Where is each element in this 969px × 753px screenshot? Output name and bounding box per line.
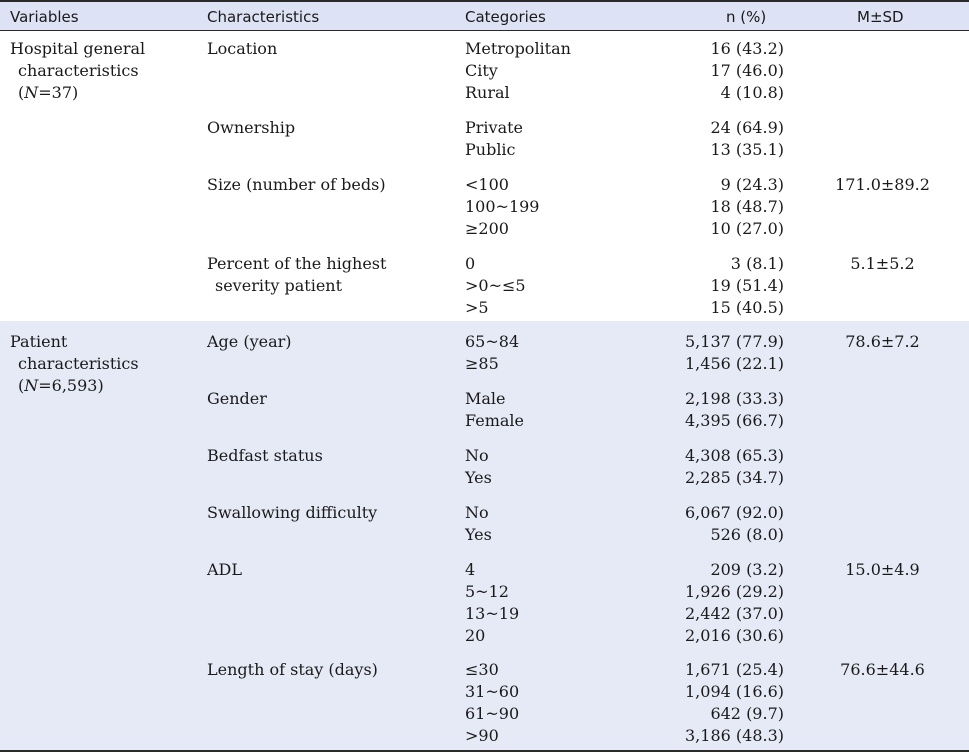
bedfast-categories: No Yes <box>465 446 492 487</box>
los-categories: ≤30 31~60 61~90 >90 <box>465 660 520 745</box>
bedfast-n: 4,308 (65.3) 2,285 (34.7) <box>685 446 784 487</box>
char-ownership: Ownership <box>207 118 296 137</box>
char-severity: Percent of the highest severity patient <box>207 254 387 295</box>
swallowing-n: 6,067 (92.0) 526 (8.0) <box>685 503 784 544</box>
header-n-pct: n (%) <box>726 8 767 26</box>
severity-n: 3 (8.1) 19 (51.4) 15 (40.5) <box>710 254 784 317</box>
char-adl: ADL <box>207 560 243 579</box>
adl-categories: 4 5~12 13~19 20 <box>465 560 520 645</box>
adl-msd: 15.0±4.9 <box>845 560 920 579</box>
char-length-of-stay: Length of stay (days) <box>207 660 378 679</box>
gender-n: 2,198 (33.3) 4,395 (66.7) <box>685 389 784 430</box>
adl-n: 209 (3.2) 1,926 (29.2) 2,442 (37.0) 2,016 (30.6) <box>685 560 784 645</box>
severity-msd: 5.1±5.2 <box>850 254 915 273</box>
char-bedfast: Bedfast status <box>207 446 323 465</box>
hospital-variable-label: Hospital general characteristics (N=37) <box>10 39 146 102</box>
ownership-n: 24 (64.9) 13 (35.1) <box>710 118 784 159</box>
ownership-categories: Private Public <box>465 118 524 159</box>
location-categories: Metropolitan City Rural <box>465 39 571 102</box>
size-msd: 171.0±89.2 <box>835 175 930 194</box>
header-categories: Categories <box>465 8 546 26</box>
char-age: Age (year) <box>207 332 292 351</box>
swallowing-categories: No Yes <box>465 503 492 544</box>
size-n: 9 (24.3) 18 (48.7) 10 (27.0) <box>710 175 784 238</box>
header-characteristics: Characteristics <box>207 8 320 26</box>
location-n: 16 (43.2) 17 (46.0) 4 (10.8) <box>710 39 784 102</box>
los-n: 1,671 (25.4) 1,094 (16.6) 642 (9.7) 3,186 (48.3) <box>685 660 784 745</box>
age-categories: 65~84 ≥85 <box>465 332 520 373</box>
header-variables: Variables <box>10 8 79 26</box>
patient-variable-label: Patient characteristics (N=6,593) <box>10 332 139 395</box>
los-msd: 76.6±44.6 <box>840 660 925 679</box>
severity-categories: 0 >0~≤5 >5 <box>465 254 526 317</box>
char-swallowing: Swallowing difficulty <box>207 503 378 522</box>
age-n: 5,137 (77.9) 1,456 (22.1) <box>685 332 784 373</box>
header-msd: M±SD <box>857 8 904 26</box>
char-size: Size (number of beds) <box>207 175 386 194</box>
table-header <box>0 2 969 31</box>
age-msd: 78.6±7.2 <box>845 332 920 351</box>
char-location: Location <box>207 39 278 58</box>
table-bottom-rule <box>0 750 969 752</box>
size-categories: <100 100~199 ≥200 <box>465 175 540 238</box>
gender-categories: Male Female <box>465 389 524 430</box>
char-gender: Gender <box>207 389 267 408</box>
